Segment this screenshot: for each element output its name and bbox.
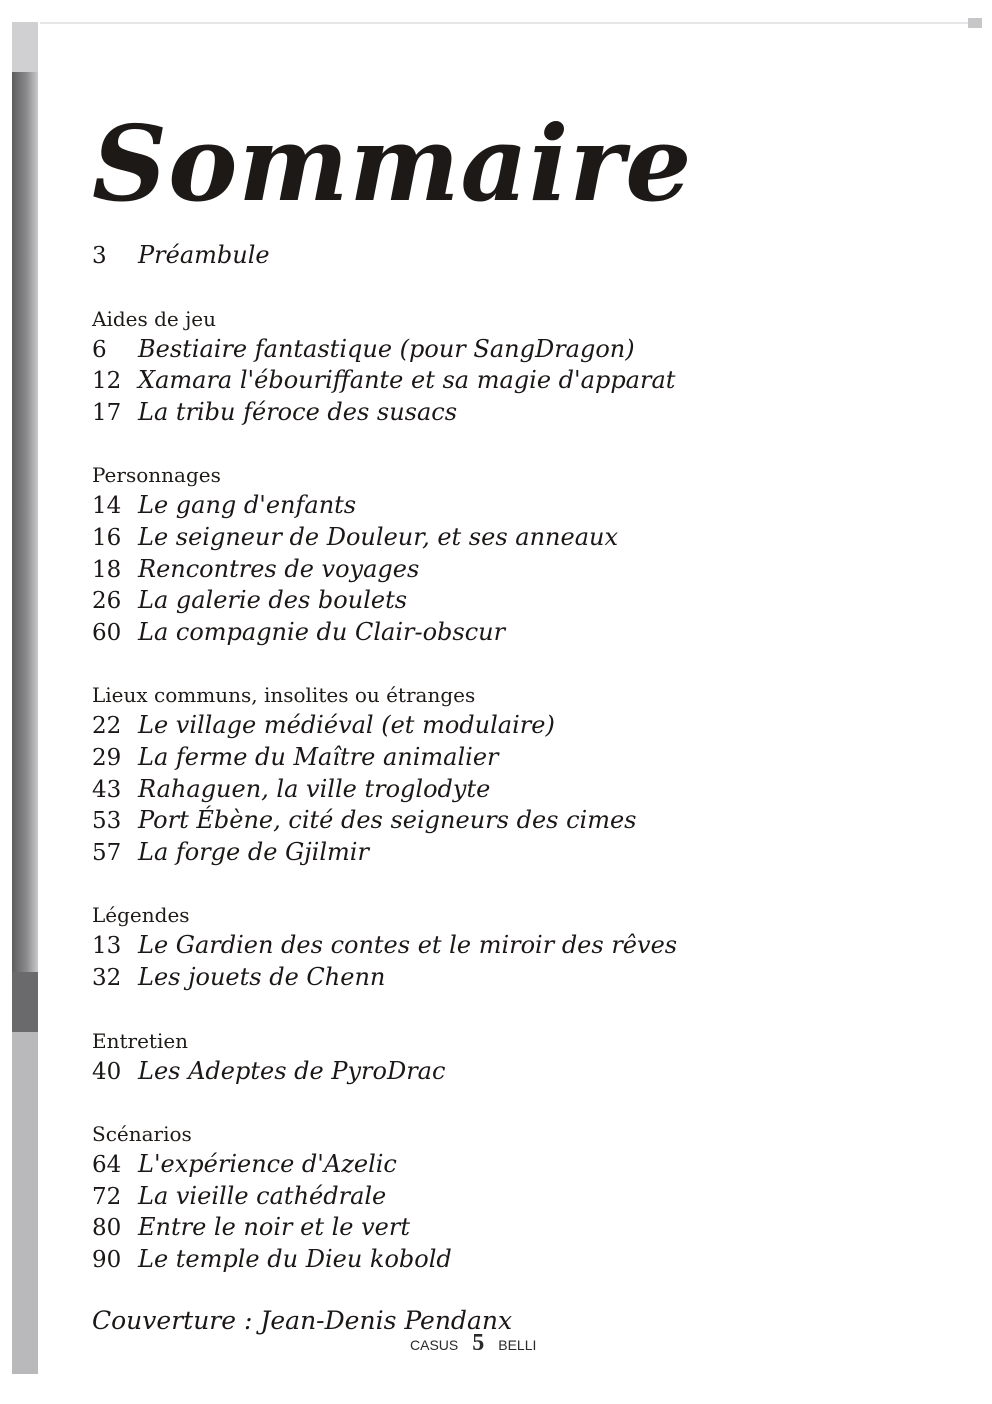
toc-entry-label: La ferme du Maître animalier <box>138 742 499 771</box>
toc-section <box>92 460 652 648</box>
toc-page-number: 64 <box>92 1152 122 1179</box>
toc-entry[interactable] <box>92 962 652 994</box>
toc-entry-label: Port Ébène, cité des seigneurs des cimes <box>138 806 637 835</box>
toc-entry-label: Le temple du Dieu kobold <box>138 1244 452 1273</box>
toc-section <box>92 1119 652 1275</box>
footer-magazine-right: BELLI <box>498 1337 537 1353</box>
toc-entry-preamble[interactable] <box>92 240 652 272</box>
spine-band-bottom <box>12 1032 38 1374</box>
toc-entry-label: Rahaguen, la ville troglodyte <box>138 774 491 803</box>
toc-entry-label: Préambule <box>138 241 270 269</box>
toc-entry-label: Entre le noir et le vert <box>138 1213 410 1242</box>
toc-section <box>92 304 676 429</box>
toc-entry[interactable] <box>92 522 652 554</box>
toc-entry-label: La forge de Gjilmir <box>138 837 369 866</box>
toc-page-number: 17 <box>92 399 122 426</box>
toc-entry-label: Les Adeptes de PyroDrac <box>138 1056 446 1085</box>
toc-section <box>92 900 678 993</box>
toc-entry-label: La tribu féroce des susacs <box>138 397 458 426</box>
toc-section-heading: Personnages <box>92 463 221 488</box>
toc-page-number: 80 <box>92 1215 122 1242</box>
toc-entry[interactable] <box>92 334 652 366</box>
toc-entry-label: L'expérience d'Azelic <box>138 1150 397 1179</box>
toc-entry-label: Le gang d'enfants <box>138 491 357 520</box>
toc-entry-label: Le Gardien des contes et le miroir des rêves <box>138 931 678 960</box>
corner-mark <box>968 18 982 28</box>
toc-entry[interactable] <box>92 1244 652 1276</box>
toc-entry-label: Les jouets de Chenn <box>138 962 386 991</box>
toc-sections <box>92 304 678 1276</box>
toc-page-number: 22 <box>92 713 122 740</box>
toc-entry[interactable] <box>92 617 652 649</box>
toc-entry[interactable] <box>92 585 652 617</box>
toc-entry-label: La galerie des boulets <box>138 586 408 615</box>
spine-band-mid <box>12 972 38 1032</box>
spine-band-top <box>12 22 38 72</box>
toc-page-number: 16 <box>92 524 122 551</box>
page-spine-edge <box>12 22 38 1374</box>
toc-entry[interactable] <box>92 397 652 429</box>
toc-section <box>92 1026 652 1088</box>
top-edge-line <box>40 22 980 24</box>
toc-section-heading: Scénarios <box>92 1122 192 1147</box>
toc-page-number: 18 <box>92 556 122 583</box>
page-number: 5 <box>472 1330 485 1356</box>
toc-page-number: 72 <box>92 1183 122 1210</box>
toc-page-number: 40 <box>92 1058 122 1085</box>
toc-entry[interactable] <box>92 554 652 586</box>
toc-entry[interactable] <box>92 365 676 397</box>
toc-entry-label: Le village médiéval (et modulaire) <box>138 711 555 740</box>
toc-section-heading: Légendes <box>92 903 190 928</box>
toc-entry[interactable] <box>92 930 678 962</box>
toc-page-number: 26 <box>92 588 122 615</box>
toc-entry[interactable] <box>92 1056 652 1088</box>
page-title: Sommaire <box>92 102 693 225</box>
page-footer <box>410 1330 536 1357</box>
toc-entry[interactable] <box>92 490 652 522</box>
toc-entry-label: Le seigneur de Douleur, et ses anneaux <box>138 522 618 551</box>
toc-page-number: 57 <box>92 839 122 866</box>
toc-entry-label: Rencontres de voyages <box>138 554 420 583</box>
toc-page-number: 43 <box>92 776 122 803</box>
footer-magazine-left: CASUS <box>410 1337 459 1353</box>
toc-page-number: 29 <box>92 744 122 771</box>
toc-page-number: 13 <box>92 933 122 960</box>
toc-entry[interactable] <box>92 774 652 806</box>
toc-page-number: 90 <box>92 1246 122 1273</box>
toc-entry[interactable] <box>92 1181 652 1213</box>
toc-page-number: 12 <box>92 368 122 395</box>
toc-entry[interactable] <box>92 1149 652 1181</box>
toc-page-number: 3 <box>92 243 107 269</box>
toc-section-heading: Entretien <box>92 1028 189 1053</box>
toc-section <box>92 680 652 868</box>
cover-credit: Couverture : Jean-Denis Pendanx <box>92 1306 513 1336</box>
toc-page-number: 60 <box>92 619 122 646</box>
toc-entry[interactable] <box>92 742 652 774</box>
toc-section-heading: Lieux communs, insolites ou étranges <box>92 683 476 708</box>
toc-section-heading: Aides de jeu <box>92 306 217 331</box>
toc-entry[interactable] <box>92 710 652 742</box>
table-of-contents <box>92 240 678 1337</box>
toc-entry[interactable] <box>92 805 652 837</box>
toc-page-number: 14 <box>92 493 122 520</box>
toc-entry[interactable] <box>92 1212 652 1244</box>
toc-entry-label: Bestiaire fantastique (pour SangDragon) <box>138 334 635 363</box>
toc-page-number: 53 <box>92 808 122 835</box>
toc-entry-label: La vieille cathédrale <box>138 1181 387 1210</box>
toc-page-number: 6 <box>92 336 107 363</box>
toc-entry[interactable] <box>92 837 652 869</box>
toc-entry-label: Xamara l'ébouriffante et sa magie d'apparat <box>138 366 676 395</box>
toc-page-number: 32 <box>92 964 122 991</box>
toc-entry-label: La compagnie du Clair-obscur <box>138 617 506 646</box>
